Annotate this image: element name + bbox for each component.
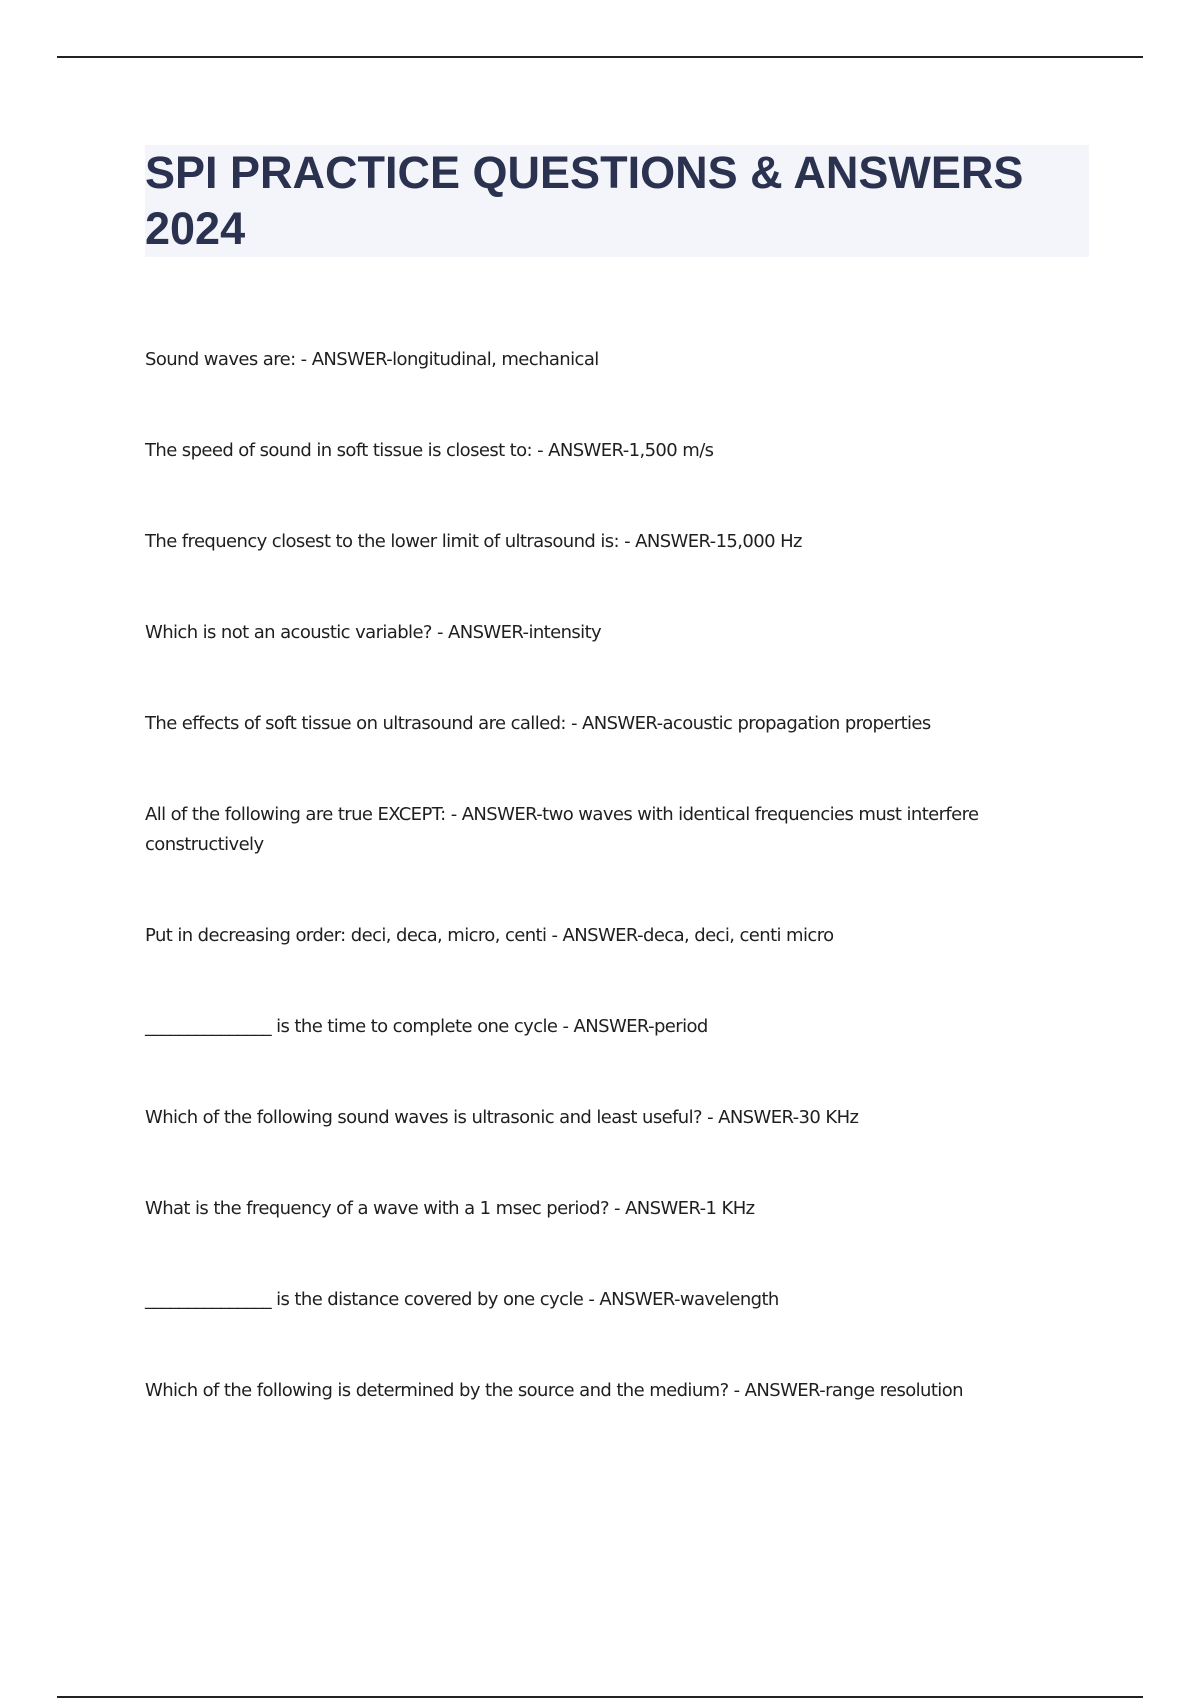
qa-item: The effects of soft tissue on ultrasound are called: - ANSWER-acoustic propagation properties: [145, 713, 931, 734]
qa-item: Which of the following sound waves is ultrasonic and least useful? - ANSWER-30 KHz: [145, 1107, 859, 1128]
title-block: [145, 145, 1089, 257]
qa-item: Which is not an acoustic variable? - ANSWER-intensity: [145, 622, 602, 643]
qa-list: [145, 345, 1065, 1467]
qa-item: What is the frequency of a wave with a 1 msec period? - ANSWER-1 KHz: [145, 1198, 755, 1219]
qa-item: The frequency closest to the lower limit of ultrasound is: - ANSWER-15,000 Hz: [145, 531, 802, 552]
top-rule: [57, 56, 1143, 58]
qa-item: All of the following are true EXCEPT: - ANSWER-two waves with identical frequencies must interfere constructively: [145, 804, 979, 855]
qa-item: The speed of sound in soft tissue is closest to: - ANSWER-1,500 m/s: [145, 440, 714, 461]
qa-item: _______________ is the distance covered by one cycle - ANSWER-wavelength: [145, 1289, 779, 1310]
qa-item: Sound waves are: - ANSWER-longitudinal, mechanical: [145, 349, 599, 370]
qa-item: Which of the following is determined by the source and the medium? - ANSWER-range resolution: [145, 1380, 963, 1401]
qa-item: Put in decreasing order: deci, deca, micro, centi - ANSWER-deca, deci, centi micro: [145, 925, 834, 946]
bottom-rule: [57, 1696, 1143, 1698]
page-title: SPI PRACTICE QUESTIONS & ANSWERS 2024: [145, 147, 1024, 254]
qa-item: _______________ is the time to complete one cycle - ANSWER-period: [145, 1016, 708, 1037]
